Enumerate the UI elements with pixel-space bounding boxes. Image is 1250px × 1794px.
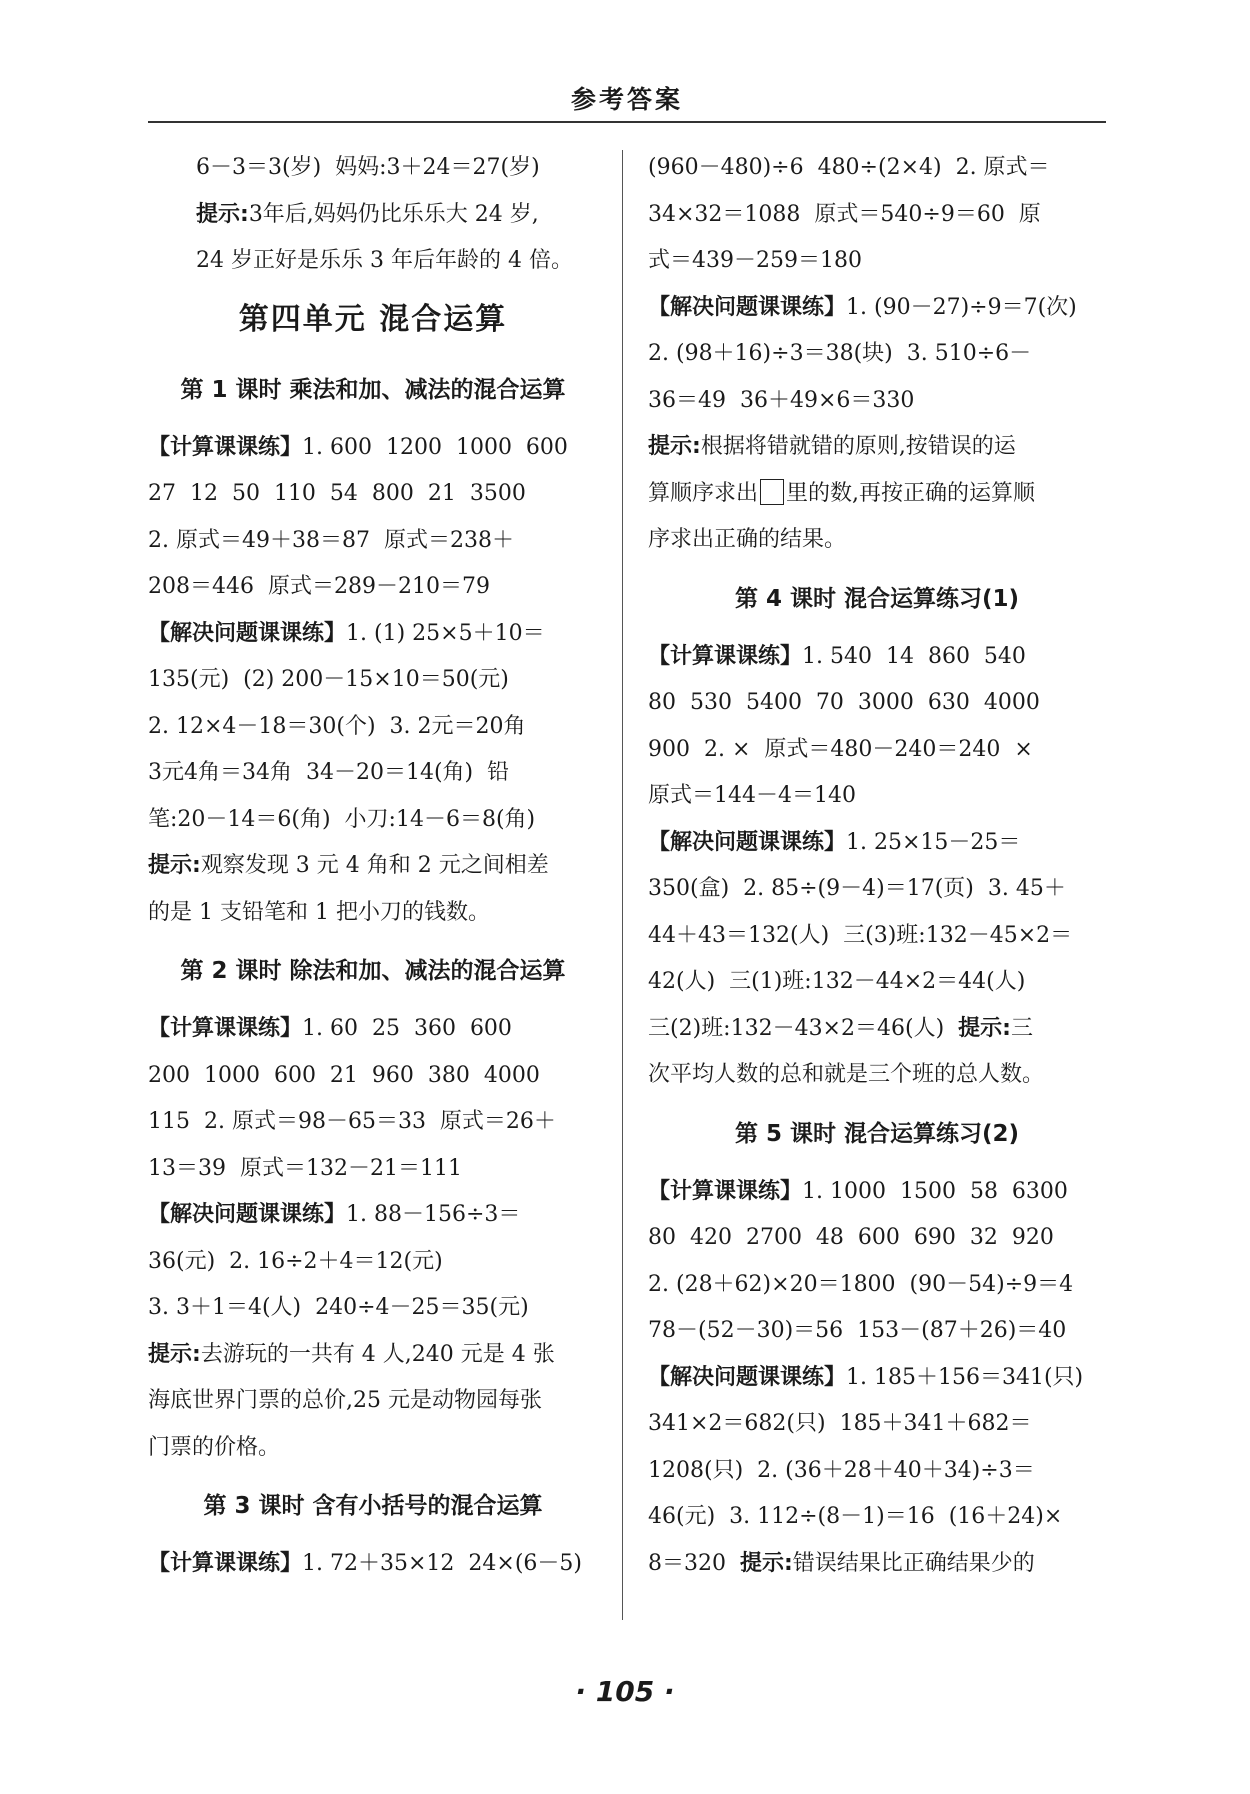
text-line: 36＝49 36＋49×6＝330 — [648, 387, 915, 413]
text-line: (960－480)÷6 480÷(2×4) 2. 原式＝ — [648, 155, 1050, 180]
exercise-label: 【计算课课练】 — [148, 1016, 303, 1041]
exercise-line — [648, 1169, 1106, 1216]
text-line: 3元4角＝34角 34－20＝14(角) 铅 — [148, 760, 510, 785]
left-column — [148, 145, 598, 1588]
unit-title: 第四单元 混合运算 — [238, 301, 508, 337]
text-line: 208＝446 原式＝289－210＝79 — [148, 574, 490, 599]
exercise-label: 【解决问题课课练】 — [148, 1202, 347, 1227]
page-number: · 105 · — [575, 1675, 675, 1708]
text-line: 2. (98＋16)÷3＝38(块) 3. 510÷6－ — [648, 341, 1032, 366]
hint-text: 错误结果比正确结果少的 — [792, 1550, 1035, 1576]
exercise-text: 1. 60 25 360 600 — [302, 1016, 512, 1041]
exercise-line — [148, 425, 598, 472]
text-line: 序求出正确的结果。 — [648, 527, 847, 552]
exercise-text: 1. (1) 25×5＋10＝ — [346, 620, 545, 646]
exercise-label: 【解决问题课课练】 — [648, 294, 847, 320]
text-line: 24 岁正好是乐乐 3 年后年龄的 4 倍。 — [196, 248, 573, 273]
hint-label: 提示: — [648, 434, 701, 459]
text-line: 46(元) 3. 112÷(8－1)＝16 (16＋24)× — [648, 1504, 1063, 1529]
exercise-text: 1. 1000 1500 58 6300 — [802, 1178, 1068, 1204]
lesson-2-title: 第 2 课时 除法和加、减法的混合运算 — [180, 958, 566, 984]
text-line: 门票的价格。 — [148, 1434, 281, 1460]
text-line: 的是 1 支铅笔和 1 把小刀的钱数。 — [148, 899, 490, 925]
text-line: 27 12 50 110 54 800 21 3500 — [148, 481, 526, 506]
text-line: 350(盒) 2. 85÷(9－4)＝17(页) 3. 45＋ — [648, 876, 1066, 901]
lesson-5-title: 第 5 课时 混合运算练习(2) — [734, 1120, 1020, 1147]
lesson-3-title: 第 3 课时 含有小括号的混合运算 — [203, 1493, 543, 1519]
column-divider — [622, 150, 623, 1620]
text-line: 341×2＝682(只) 185＋341＋682＝ — [648, 1411, 1032, 1436]
exercise-text: 1. 72＋35×12 24×(6－5) — [302, 1551, 582, 1576]
exercise-text: 1. 88－156÷3＝ — [346, 1202, 521, 1227]
exercise-label: 【计算课课练】 — [148, 1551, 303, 1576]
lesson-1-title: 第 1 课时 乘法和加、减法的混合运算 — [180, 376, 566, 403]
text-line: 200 1000 600 21 960 380 4000 — [148, 1062, 540, 1088]
hint-label: 提示: — [958, 1015, 1011, 1041]
hint-text: 根据将错就错的原则,按错误的运 — [700, 434, 1016, 459]
text-line: 42(人) 三(1)班:132－44×2＝44(人) — [648, 969, 1026, 994]
text-line: 44＋43＝132(人) 三(3)班:132－45×2＝ — [648, 922, 1073, 948]
exercise-line — [648, 820, 1106, 867]
blank-box — [760, 479, 784, 505]
hint-text: 去游玩的一共有 4 人,240 元是 4 张 — [200, 1341, 555, 1367]
text-line: 1208(只) 2. (36＋28＋40＋34)÷3＝ — [648, 1457, 1035, 1483]
text-fragment: 算顺序求出 — [648, 480, 759, 506]
text-line: 13＝39 原式＝132－21＝111 — [148, 1155, 462, 1181]
text-fragment: 三(2)班:132－43×2＝46(人) — [648, 1015, 959, 1041]
text-line: 115 2. 原式＝98－65＝33 原式＝26＋ — [148, 1109, 556, 1134]
exercise-label: 【解决问题课课练】 — [648, 829, 847, 855]
page-header-title: 参考答案 — [570, 85, 683, 114]
exercise-line — [648, 634, 1106, 681]
text-fragment: 8＝320 — [648, 1550, 740, 1576]
text-line: 海底世界门票的总价,25 元是动物园每张 — [148, 1388, 542, 1413]
text-line: 式＝439－259＝180 — [648, 248, 862, 273]
text-line: 34×32＝1088 原式＝540÷9＝60 原 — [648, 201, 1041, 227]
hint-text: 三 — [1010, 1015, 1033, 1041]
exercise-text: 1. (90－27)÷9＝7(次) — [846, 294, 1077, 320]
exercise-text: 1. 185＋156＝341(只) — [846, 1364, 1084, 1390]
text-line: 80 420 2700 48 600 690 32 920 — [648, 1225, 1054, 1250]
exercise-text: 1. 600 1200 1000 600 — [302, 434, 568, 460]
exercise-line — [148, 1192, 598, 1239]
text-line: 原式＝144－4＝140 — [648, 783, 856, 808]
hint-label: 提示: — [148, 1341, 201, 1367]
right-column — [648, 145, 1106, 1587]
hint-label: 提示: — [196, 201, 249, 227]
hint-text: 观察发现 3 元 4 角和 2 元之间相差 — [200, 853, 549, 878]
text-line: 3. 3＋1＝4(人) 240÷4－25＝35(元) — [148, 1295, 529, 1320]
text-fragment: 里的数,再按正确的运算顺 — [786, 480, 1036, 506]
hint-line — [148, 1332, 598, 1379]
hint-line — [148, 843, 598, 890]
hint-label: 提示: — [148, 853, 201, 878]
exercise-line — [148, 1541, 598, 1588]
text-line — [648, 471, 1106, 518]
exercise-label: 【计算课课练】 — [648, 643, 803, 669]
text-line — [648, 1006, 1106, 1053]
text-line: 36(元) 2. 16÷2＋4＝12(元) — [148, 1248, 443, 1274]
header-rule — [148, 121, 1106, 123]
exercise-line — [648, 1355, 1106, 1402]
exercise-text: 1. 25×15－25＝ — [846, 829, 1021, 855]
text-line: 笔:20－14＝6(角) 小刀:14－6＝8(角) — [148, 806, 536, 832]
hint-line — [648, 424, 1106, 471]
text-line: 6－3＝3(岁) 妈妈:3＋24＝27(岁) — [196, 155, 540, 180]
exercise-label: 【计算课课练】 — [648, 1178, 803, 1204]
text-line: 135(元) (2) 200－15×10＝50(元) — [148, 667, 509, 692]
exercise-label: 【解决问题课课练】 — [148, 620, 347, 646]
hint-label: 提示: — [739, 1550, 793, 1576]
text-line: 2. (28＋62)×20＝1800 (90－54)÷9＝4 — [648, 1271, 1074, 1297]
text-line: 78－(52－30)＝56 153－(87＋26)＝40 — [648, 1318, 1067, 1343]
exercise-text: 1. 540 14 860 540 — [802, 643, 1026, 669]
exercise-label: 【计算课课练】 — [148, 434, 303, 460]
text-line: 900 2. × 原式＝480－240＝240 × — [648, 736, 1033, 762]
text-line: 80 530 5400 70 3000 630 4000 — [648, 690, 1040, 715]
text-line — [648, 1541, 1106, 1588]
exercise-label: 【解决问题课课练】 — [648, 1364, 847, 1390]
text-line: 2. 原式＝49＋38＝87 原式＝238＋ — [148, 527, 514, 553]
hint-text: 3年后,妈妈仍比乐乐大 24 岁, — [248, 201, 539, 227]
exercise-line — [648, 285, 1106, 332]
exercise-line — [148, 1006, 598, 1053]
text-line: 2. 12×4－18＝30(个) 3. 2元＝20角 — [148, 713, 526, 739]
hint-line — [148, 192, 598, 239]
exercise-line — [148, 611, 598, 658]
text-line: 次平均人数的总和就是三个班的总人数。 — [648, 1062, 1045, 1087]
lesson-4-title: 第 4 课时 混合运算练习(1) — [734, 585, 1020, 612]
